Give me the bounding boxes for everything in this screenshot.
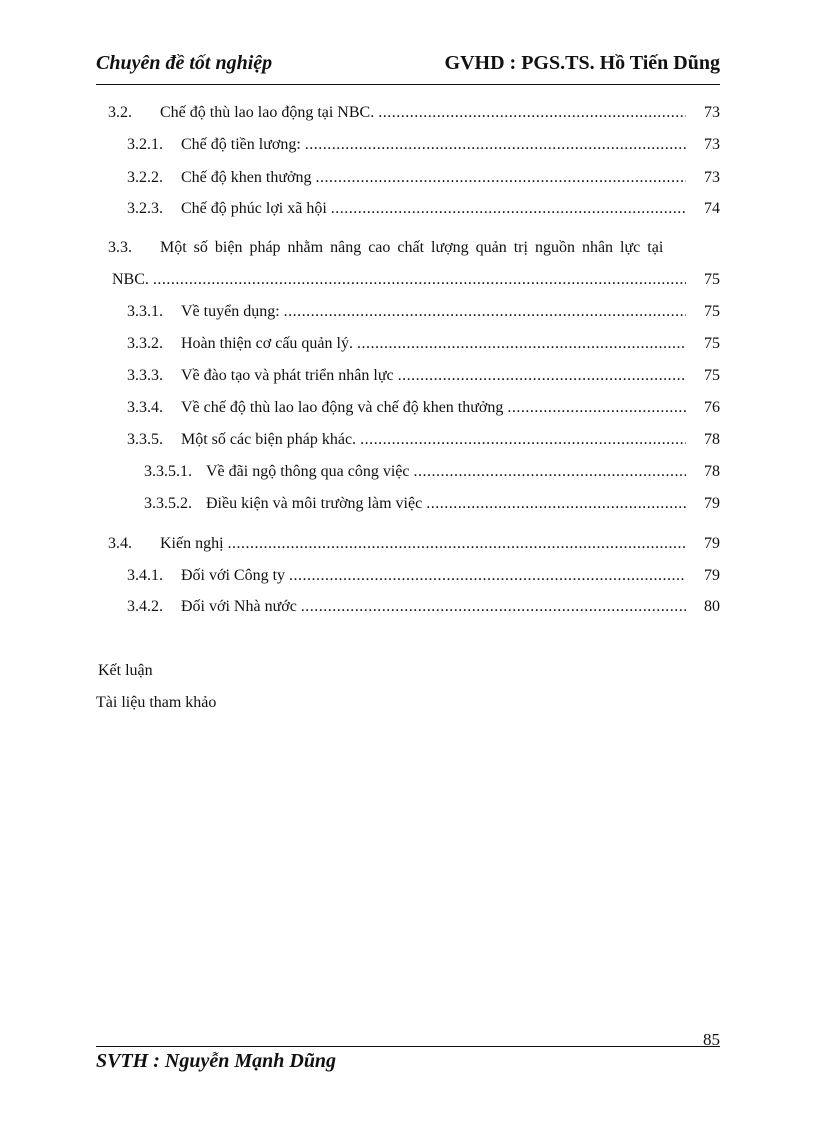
- toc-number: 3.2.1.: [127, 136, 163, 153]
- toc-leader: [284, 300, 686, 324]
- toc-leader: [228, 532, 686, 556]
- toc-number: 3.2.3.: [127, 200, 163, 217]
- toc-entry-3-3-3: [127, 364, 720, 388]
- toc-title: Về chế độ thù lao lao động và chế độ khen thưởng: [181, 399, 504, 416]
- student-name: SVTH : Nguyễn Mạnh Dũng: [96, 1050, 337, 1072]
- toc-leader: [426, 492, 686, 516]
- toc-number: 3.2.: [108, 104, 132, 121]
- toc-title: Về đãi ngộ thông qua công việc: [206, 463, 410, 480]
- toc-number: 3.3.5.1.: [144, 463, 192, 480]
- references-entry: Tài liệu tham khảo: [96, 694, 217, 711]
- toc-entry-3-4-1: [127, 564, 720, 588]
- toc-page: 78: [704, 463, 720, 480]
- toc-leader: [153, 268, 686, 292]
- toc-page: 74: [704, 200, 720, 217]
- toc-entry-3-4: [108, 532, 720, 556]
- toc-entry-3-3-5: [127, 428, 720, 452]
- conclusion-entry: Kết luận: [98, 662, 153, 679]
- toc-page: 79: [704, 535, 720, 552]
- toc-title: Chế độ phúc lợi xã hội: [181, 200, 327, 217]
- toc-title: Về tuyển dụng:: [181, 303, 280, 320]
- toc-number: 3.3.4.: [127, 399, 163, 416]
- toc-number: 3.2.2.: [127, 169, 163, 186]
- toc-title: Về đào tạo và phát triển nhân lực: [181, 367, 394, 384]
- toc-title: Kiến nghị: [160, 535, 224, 552]
- toc-leader: [301, 595, 686, 619]
- toc-page: 75: [704, 303, 720, 320]
- toc-title: Đối với Nhà nước: [181, 598, 297, 615]
- toc-title: Chế độ tiền lương:: [181, 136, 301, 153]
- toc-number: 3.3.2.: [127, 335, 163, 352]
- toc-entry-3-3-4: [127, 396, 720, 420]
- toc-page: 76: [704, 399, 720, 416]
- toc-leader: [360, 428, 686, 452]
- toc-title: Hoàn thiện cơ cấu quản lý.: [181, 335, 353, 352]
- toc-page: 79: [704, 567, 720, 584]
- toc-entry-3-3-5-2: [144, 492, 720, 516]
- toc-entry-3-2-3: [127, 197, 720, 221]
- toc-page: 75: [704, 335, 720, 352]
- toc-number: 3.4.1.: [127, 567, 163, 584]
- toc-title-continued: NBC.: [112, 271, 149, 288]
- toc-page: 75: [704, 271, 720, 288]
- toc-entry-3-3-continued: [112, 268, 720, 292]
- toc-leader: [398, 364, 686, 388]
- toc-number: 3.3.1.: [127, 303, 163, 320]
- toc-leader: [507, 396, 686, 420]
- toc-leader: [378, 101, 686, 125]
- toc-page: 75: [704, 367, 720, 384]
- toc-entry-3-4-2: [127, 595, 720, 619]
- toc-leader: [289, 564, 686, 588]
- toc-page: 73: [704, 104, 720, 121]
- toc-title: Một số biện pháp nhằm nâng cao chất lượng quản trị nguồn nhân lực tại: [160, 239, 664, 256]
- toc-title: Điều kiện và môi trường làm việc: [206, 495, 423, 512]
- toc-leader: [315, 166, 686, 190]
- toc-number: 3.3.3.: [127, 367, 163, 384]
- toc-title: Một số các biện pháp khác.: [181, 431, 357, 448]
- toc-page: 79: [704, 495, 720, 512]
- toc-number: 3.3.: [108, 239, 132, 256]
- page-header: [96, 52, 720, 80]
- advisor-name: GVHD : PGS.TS. Hồ Tiến Dũng: [444, 52, 720, 74]
- toc-page: 80: [704, 598, 720, 615]
- toc-number: 3.3.5.2.: [144, 495, 192, 512]
- toc-entry-3-3-1: [127, 300, 720, 324]
- page-number: 85: [703, 1030, 720, 1049]
- footer-divider: [96, 1046, 720, 1047]
- toc-page: 78: [704, 431, 720, 448]
- toc-leader: [357, 332, 686, 356]
- toc-number: 3.4.: [108, 535, 132, 552]
- toc-entry-3-2: [108, 101, 720, 125]
- toc-title: Đối với Công ty: [181, 567, 286, 584]
- header-divider: [96, 84, 720, 85]
- toc-number: 3.3.5.: [127, 431, 163, 448]
- toc-leader: [305, 133, 686, 157]
- toc-page: 73: [704, 169, 720, 186]
- toc-entry-3-3-2: [127, 332, 720, 356]
- toc-entry-3-2-1: [127, 133, 720, 157]
- toc-page: 73: [704, 136, 720, 153]
- toc-entry-3-3: [108, 236, 720, 260]
- toc-entry-3-2-2: [127, 166, 720, 190]
- toc-entry-3-3-5-1: [144, 460, 720, 484]
- toc-title: Chế độ khen thưởng: [181, 169, 312, 186]
- document-title: Chuyên đề tốt nghiệp: [96, 52, 273, 74]
- toc-number: 3.4.2.: [127, 598, 163, 615]
- toc-leader: [414, 460, 687, 484]
- toc-title: Chế độ thù lao lao động tại NBC.: [160, 104, 375, 121]
- toc-leader: [331, 197, 686, 221]
